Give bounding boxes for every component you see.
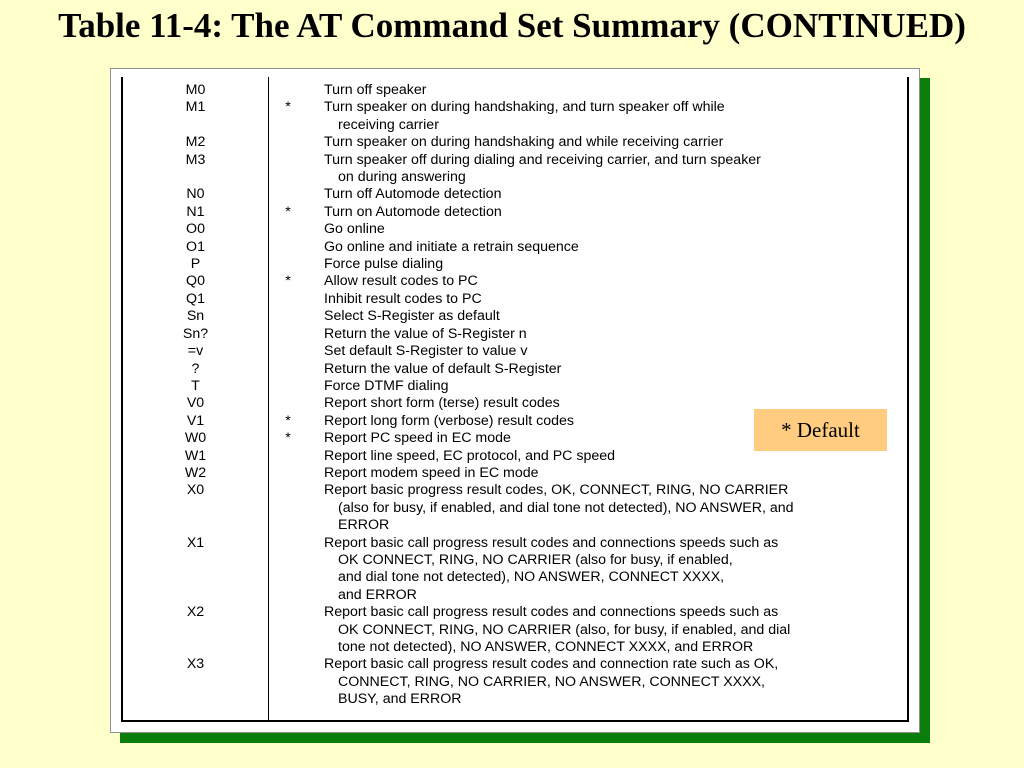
table-row: [123, 343, 907, 360]
description-line: ERROR: [338, 517, 390, 534]
command-code: P: [190, 256, 201, 273]
command-code: Sn: [186, 308, 205, 325]
command-description: [324, 604, 907, 656]
command-code: M1: [185, 99, 206, 116]
command-description: [324, 152, 907, 187]
default-marker: *: [285, 99, 291, 116]
command-description: [324, 186, 907, 203]
command-code: X0: [186, 482, 205, 499]
table-row: [123, 482, 907, 534]
description-line: (also for busy, if enabled, and dial tone not detected), NO ANSWER, and: [338, 499, 794, 516]
description-line: Report modem speed in EC mode: [324, 464, 539, 481]
description-line: Report line speed, EC protocol, and PC speed: [324, 447, 616, 464]
description-line: Return the value of default S-Register: [324, 360, 562, 377]
command-code: =v: [187, 343, 204, 360]
command-description: [324, 239, 907, 256]
command-code: O0: [186, 221, 205, 238]
command-description: [324, 99, 907, 134]
description-line: Go online and initiate a retrain sequence: [324, 238, 579, 255]
description-line: Turn speaker on during handshaking and while receiving carrier: [324, 134, 724, 151]
command-description: [324, 361, 907, 378]
default-marker: *: [285, 273, 291, 290]
description-line: Allow result codes to PC: [324, 273, 478, 290]
command-description: [324, 482, 907, 534]
command-description: [324, 134, 907, 151]
table-row: [123, 152, 907, 187]
command-description: [324, 378, 907, 395]
description-line: Report long form (verbose) result codes: [324, 412, 574, 429]
description-line: Turn speaker on during handshaking, and turn speaker off while: [324, 99, 725, 116]
command-code: Sn?: [182, 325, 209, 342]
description-line: Force pulse dialing: [324, 256, 444, 273]
default-marker: *: [285, 430, 291, 447]
command-description: [324, 535, 907, 605]
description-line: on during answering: [338, 169, 466, 186]
description-line: tone not detected), NO ANSWER, CONNECT XXXX, and ERROR: [338, 639, 754, 655]
table-row: [123, 308, 907, 325]
command-code: M0: [185, 82, 206, 98]
description-line: OK CONNECT, RING, NO CARRIER (also, for busy, if enabled, and dial: [338, 621, 791, 638]
command-code: O1: [186, 238, 205, 255]
command-code: X2: [186, 604, 205, 621]
default-legend: * Default: [754, 409, 887, 451]
command-code: N1: [186, 203, 205, 220]
description-line: receiving carrier: [338, 116, 439, 133]
table-row: [123, 239, 907, 256]
description-line: Report basic call progress result codes and connections speeds such as: [324, 534, 779, 551]
command-description: [324, 221, 907, 238]
table-row: [123, 221, 907, 238]
table-row: [123, 204, 907, 221]
description-line: Turn on Automode detection: [324, 203, 502, 220]
table-row: [123, 656, 907, 708]
table-row: [123, 256, 907, 273]
table-row: [123, 465, 907, 482]
command-description: [324, 204, 907, 221]
command-code: ?: [191, 360, 200, 377]
table-row: [123, 361, 907, 378]
description-line: Report basic call progress result codes and connections speeds such as: [324, 604, 779, 621]
command-code: W2: [184, 464, 207, 481]
table-row: [123, 326, 907, 343]
default-marker: *: [285, 203, 291, 220]
command-code: X3: [186, 656, 205, 673]
command-code: W0: [184, 430, 207, 447]
description-line: and dial tone not detected), NO ANSWER, CONNECT XXXX,: [338, 569, 725, 586]
table-row: [123, 378, 907, 395]
command-code: M3: [185, 151, 206, 168]
command-description: [324, 656, 907, 708]
command-description: [324, 273, 907, 290]
description-line: Report short form (terse) result codes: [324, 395, 560, 412]
description-line: CONNECT, RING, NO CARRIER, NO ANSWER, CONNECT XXXX,: [338, 673, 765, 690]
table-row: [123, 99, 907, 134]
command-code: Q1: [186, 290, 205, 307]
description-line: Go online: [324, 221, 385, 238]
description-line: Turn off Automode detection: [324, 186, 502, 203]
description-line: Turn speaker off during dialing and receiving carrier, and turn speaker: [324, 151, 761, 168]
table-row: [123, 291, 907, 308]
command-description: [324, 326, 907, 343]
table-row: [123, 82, 907, 99]
description-line: Return the value of S-Register n: [324, 325, 527, 342]
command-description: [324, 465, 907, 482]
command-code: W1: [184, 447, 207, 464]
command-description: [324, 308, 907, 325]
table-row: [123, 134, 907, 151]
command-description: [324, 291, 907, 308]
command-code: V1: [186, 412, 205, 429]
command-code: V0: [186, 395, 205, 412]
table-row: [123, 273, 907, 290]
description-line: BUSY, and ERROR: [338, 691, 462, 708]
command-description: [324, 82, 907, 99]
description-line: Report basic progress result codes, OK, CONNECT, RING, NO CARRIER: [324, 482, 789, 499]
command-description: [324, 256, 907, 273]
command-description: [324, 343, 907, 360]
table-rows: [123, 82, 907, 709]
table-row: [123, 535, 907, 605]
table-row: [123, 604, 907, 656]
table-border: [121, 77, 909, 722]
command-code: N0: [186, 186, 205, 203]
default-marker: *: [285, 412, 291, 429]
command-code: Q0: [186, 273, 205, 290]
command-code: T: [191, 377, 200, 394]
description-line: Inhibit result codes to PC: [324, 290, 482, 307]
description-line: Report PC speed in EC mode: [324, 430, 511, 447]
description-line: Report basic call progress result codes and connection rate such as OK,: [324, 656, 779, 673]
description-line: Turn off speaker: [324, 82, 427, 98]
table-row: [123, 186, 907, 203]
command-table: [110, 68, 920, 733]
description-line: Select S-Register as default: [324, 308, 500, 325]
description-line: OK CONNECT, RING, NO CARRIER (also for busy, if enabled,: [338, 551, 733, 568]
command-code: M2: [185, 134, 206, 151]
description-line: Force DTMF dialing: [324, 377, 449, 394]
description-line: and ERROR: [338, 586, 417, 603]
slide-title: Table 11-4: The AT Command Set Summary (CONTINUED): [58, 6, 966, 45]
description-line: Set default S-Register to value v: [324, 343, 528, 360]
command-code: X1: [186, 534, 205, 551]
